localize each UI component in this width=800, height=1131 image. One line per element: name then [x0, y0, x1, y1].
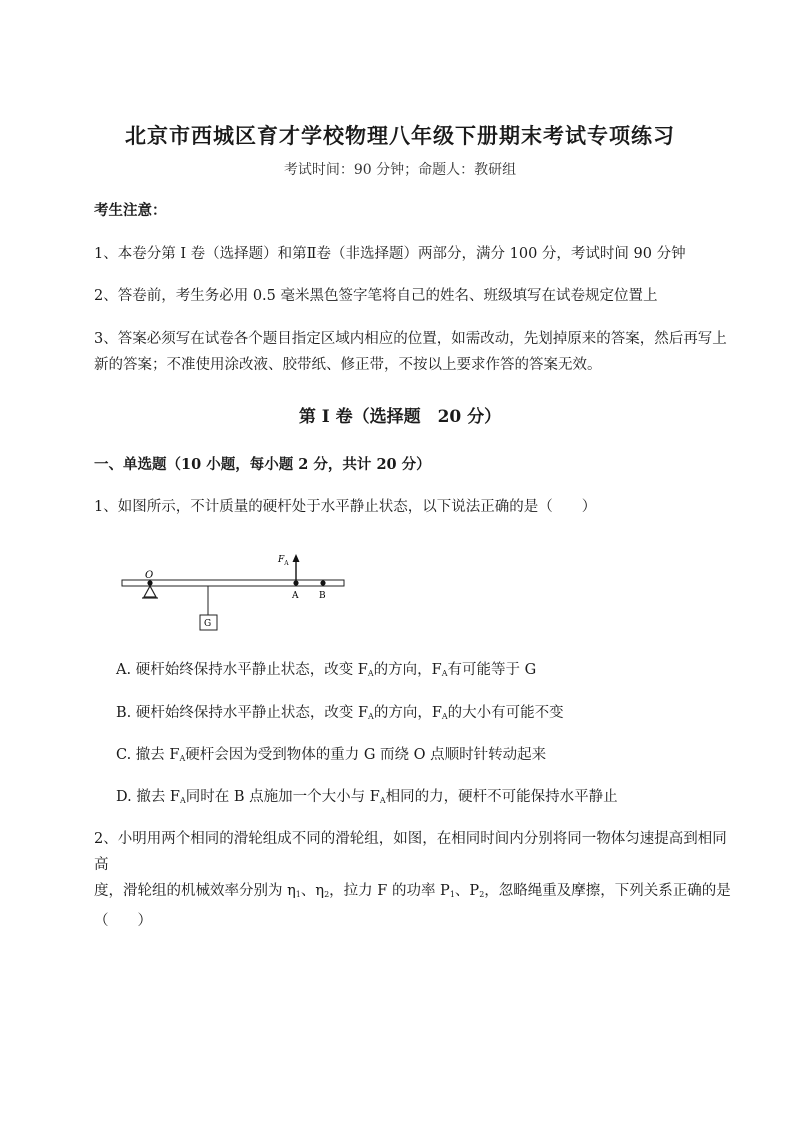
option-b-text-3: 的大小有可能不变: [447, 705, 564, 721]
label-force-sub: A: [284, 560, 289, 567]
q2-sub-eta-1: 1: [295, 890, 301, 899]
q2-text-a: 度，滑轮组的机械效率分别为 η: [94, 883, 296, 899]
option-b[interactable]: [116, 701, 736, 729]
label-a: A: [292, 591, 299, 601]
option-a-sub-1: A: [367, 669, 374, 678]
part-heading: 一、单选题（10 小题，每小题 2 分，共计 20 分）: [94, 456, 431, 473]
option-a[interactable]: [116, 658, 736, 686]
notice-item-2: 2、答卷前，考生务必用 0.5 毫米黑色签字笔将自己的姓名、班级填写在试卷规定位置上: [94, 288, 658, 304]
q2-sub-p-1: 1: [449, 890, 455, 899]
label-force: [277, 555, 289, 567]
option-c[interactable]: [116, 743, 736, 771]
q2-sub-eta-2: 2: [324, 890, 330, 899]
option-c-text-1: C. 撤去 F: [116, 747, 180, 763]
option-a-text-1: A. 硬杆始终保持水平静止状态，改变 F: [116, 662, 368, 678]
q2-sub-p-2: 2: [479, 890, 485, 899]
lever-bar: [122, 580, 344, 586]
option-b-sub-2: A: [441, 712, 448, 721]
lever-figure: [118, 545, 348, 635]
option-b-sub-1: A: [368, 712, 374, 721]
option-d-sub-1: A: [180, 796, 186, 805]
option-d-text-1: D. 撤去 F: [116, 789, 180, 805]
option-d-sub-2: A: [379, 796, 386, 805]
question-2-line-2: [94, 878, 734, 908]
q2-text-d: 、P: [454, 883, 480, 899]
option-d-text-2: 同时在 B 点施加一个大小与 F: [185, 789, 380, 805]
question-2-line-1: 2、小明用两个相同的滑轮组成不同的滑轮组，如图，在相同时间内分别将同一物体匀速提高到相同高: [94, 831, 727, 873]
exam-info: 考试时间：90 分钟；命题人：教研组: [283, 162, 517, 178]
question-2-stem: [94, 826, 734, 934]
notice-item-3: 3、答案必须写在试卷各个题目指定区域内相应的位置，如需改动，先划掉原来的答案，然后再写上新的答案；不准使用涂改液、胶带纸、修正带，不按以上要求作答的答案无效。: [94, 331, 727, 373]
option-a-sub-2: A: [441, 669, 448, 678]
q2-text-b: 、η: [300, 883, 325, 899]
notice-item-1: 1、本卷分第 I 卷（选择题）和第Ⅱ卷（非选择题）两部分，满分 100 分，考试时间 90 分钟: [94, 246, 686, 262]
option-c-text-2: 硬杆会因为受到物体的重力 G 而绕 O 点顺时针转动起来: [185, 747, 547, 763]
force-arrow-head: [293, 554, 300, 562]
page-title: 北京市西城区育才学校物理八年级下册期末考试专项练习: [125, 123, 675, 148]
option-d[interactable]: [116, 785, 736, 813]
point-b: [320, 580, 325, 585]
label-force-f: F: [278, 555, 285, 565]
fulcrum-triangle: [144, 586, 156, 597]
question-2-line-3: （ ）: [94, 913, 152, 929]
notice-heading: 考生注意：: [94, 202, 167, 219]
section-title: 第 I 卷（选择题 20 分）: [298, 407, 502, 427]
option-d-text-3: 相同的力，硬杆不可能保持水平静止: [385, 789, 618, 805]
option-b-text-2: 的方向，F: [373, 705, 442, 721]
option-b-text-1: B. 硬杆始终保持水平静止状态，改变 F: [116, 705, 369, 721]
option-a-text-3: 有可能等于 G: [447, 662, 537, 678]
label-o: O: [145, 570, 154, 581]
option-a-text-2: 的方向，F: [373, 662, 442, 678]
label-b: B: [319, 591, 326, 601]
q2-text-c: ，拉力 F 的功率 P: [329, 883, 450, 899]
question-1-stem: 1、如图所示，不计质量的硬杆处于水平静止状态，以下说法正确的是（ ）: [94, 499, 597, 515]
q2-text-e: ，忽略绳重及摩擦，下列关系正确的是: [484, 883, 731, 899]
label-g: G: [204, 619, 212, 629]
point-a: [293, 580, 298, 585]
option-c-sub-1: A: [179, 754, 186, 763]
